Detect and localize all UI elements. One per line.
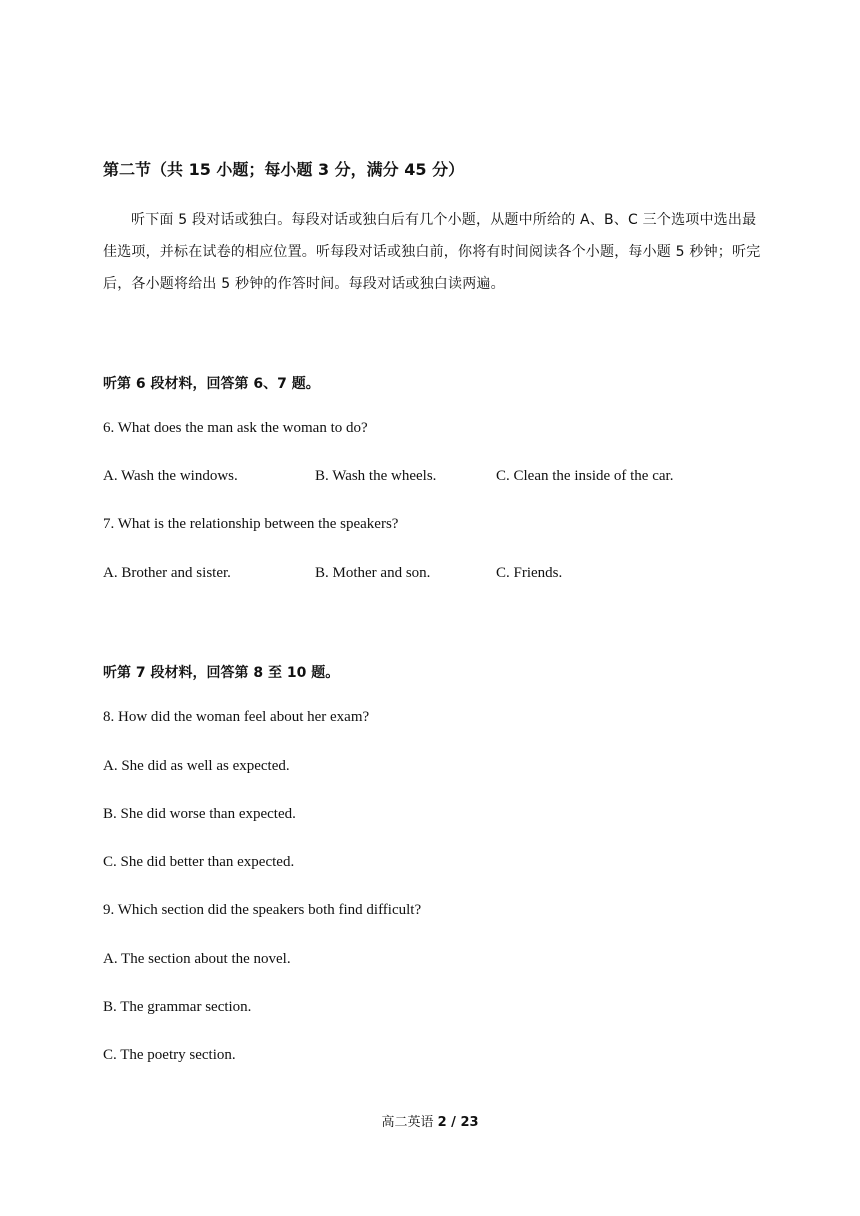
- question-8-option-b: B. She did worse than expected.: [103, 806, 296, 822]
- question-9-option-c: C. The poetry section.: [103, 1047, 236, 1063]
- section-instructions: 听下面 5 段对话或独白。每段对话或独白后有几个小题，从题中所给的 A、B、C 三个选项中选出最佳选项，并标在试卷的相应位置。听每段对话或独白前，你将有时间阅读各个小题，每小题 5 秒钟；听完后，各小题将给出 5 秒钟的作答时间。每段对话或独白读两遍。: [103, 212, 761, 292]
- question-8: 8. How did the woman feel about her exam?: [103, 709, 370, 725]
- question-9-option-b: B. The grammar section.: [103, 999, 252, 1015]
- question-7-option-a: A. Brother and sister.: [103, 565, 231, 581]
- question-6-option-b: B. Wash the wheels.: [315, 468, 437, 484]
- question-7-option-c: C. Friends.: [496, 565, 563, 581]
- part-7-heading: 听第 7 段材料，回答第 8 至 10 题。: [103, 665, 340, 681]
- question-6: 6. What does the man ask the woman to do?: [103, 420, 368, 436]
- page-footer: [0, 1111, 860, 1130]
- section-heading: 第二节（共 15 小题；每小题 3 分，满分 45 分）: [103, 160, 465, 179]
- footer-subject: 高二英语: [381, 1115, 434, 1130]
- part-6-heading: 听第 6 段材料，回答第 6、7 题。: [103, 376, 320, 392]
- question-6-option-a: A. Wash the windows.: [103, 468, 238, 484]
- question-7-option-b: B. Mother and son.: [315, 565, 431, 581]
- question-9: 9. Which section did the speakers both find difficult?: [103, 902, 422, 918]
- question-6-option-c: C. Clean the inside of the car.: [496, 468, 674, 484]
- footer-page-number: 2 / 23: [437, 1115, 479, 1130]
- question-9-option-a: A. The section about the novel.: [103, 951, 291, 967]
- question-7: 7. What is the relationship between the speakers?: [103, 516, 399, 532]
- question-8-option-c: C. She did better than expected.: [103, 854, 295, 870]
- question-8-option-a: A. She did as well as expected.: [103, 758, 290, 774]
